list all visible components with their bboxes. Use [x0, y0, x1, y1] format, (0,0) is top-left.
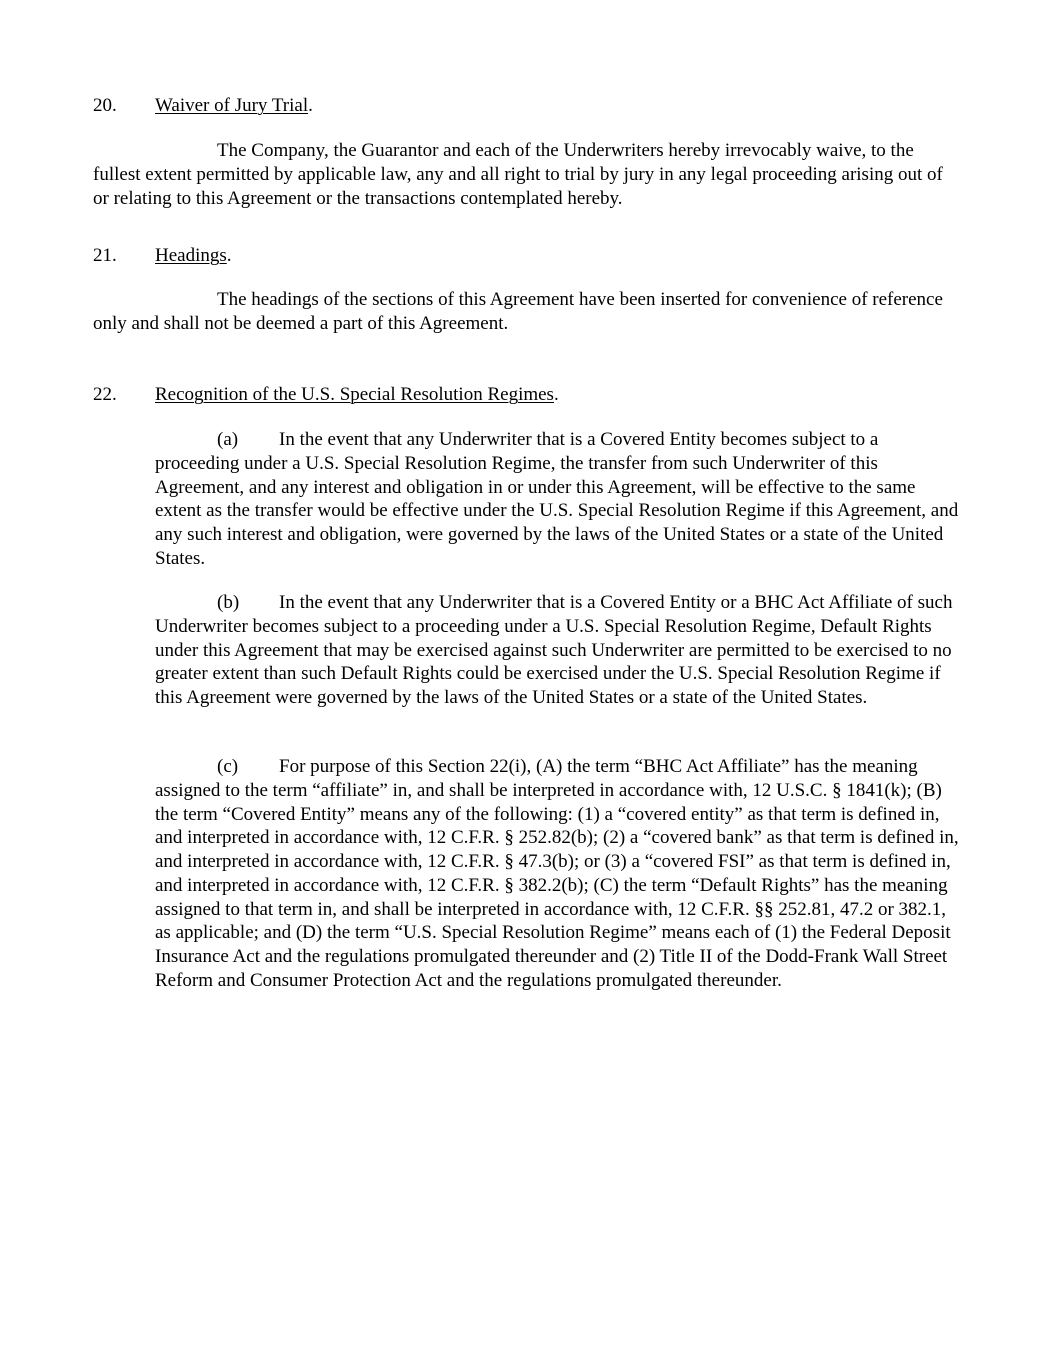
subsection-a — [155, 428, 961, 571]
section-title-suffix: . — [308, 95, 313, 116]
subsection-c — [155, 755, 961, 993]
section-number: 21. — [93, 245, 117, 266]
section-22-heading — [93, 383, 559, 407]
subsection-text: For purpose of this Section 22(i), (A) the term “BHC Act Affiliate” has the meaning assigned to the term “affiliate” in, and shall be interpreted in accordance with, 12 U.S.C. § 1841(k); (B) the term “Covered Entity” means any of the following: (1) a “covered entity” as that term is defined in, and interpreted in accordance with, 12 C.F.R. § 252.82(b); (2) a “covered bank” as that term is defined in, and interpreted in accordance with, 12 C.F.R. § 47.3(b); or (3) a “covered FSI” as that term is defined in, and interpreted in accordance with, 12 C.F.R. § 382.2(b); (C) the term “Default Rights” has the meaning assigned to that term in, and shall be interpreted in accordance with, 12 C.F.R. §§ 252.81, 47.2 or 382.1, as applicable; and (D) the term “U.S. Special Resolution Regime” means each of (1) the Federal Deposit Insurance Act and the regulations promulgated thereunder and (2) Title II of the Dodd-Frank Wall Street Reform and Consumer Protection Act and the regulations promulgated thereunder. — [155, 756, 959, 991]
section-title: Headings — [155, 245, 227, 266]
subsection-label: (b) — [217, 592, 240, 613]
section-20-paragraph: The Company, the Guarantor and each of the Underwriters hereby irrevocably waive, to the fullest extent permitted by applicable law, any and all right to trial by jury in any legal proceeding arising out of or relating to this Agreement or the transactions contemplated hereby. — [93, 140, 943, 209]
section-number: 20. — [93, 95, 117, 116]
section-21-paragraph: The headings of the sections of this Agreement have been inserted for convenience of reference only and shall not be deemed a part of this Agreement. — [93, 289, 943, 334]
subsection-b — [155, 591, 961, 710]
section-title-suffix: . — [553, 384, 559, 405]
section-number: 22. — [93, 384, 117, 405]
section-20-heading — [93, 94, 313, 118]
subsection-text: In the event that any Underwriter that is a Covered Entity becomes subject to a proceeding under a U.S. Special Resolution Regime, the transfer from such Underwriter of this Agreement, and any interest and obligation in or under this Agreement, will be effective to the same extent as the transfer would be effective under the U.S. Special Resolution Regime if this Agreement, and any such interest and obligation, were governed by the laws of the United States or a state of the United States. — [155, 429, 959, 569]
section-21-heading — [93, 244, 232, 268]
section-title: Recognition of the U.S. Special Resolution Regimes — [155, 384, 554, 405]
subsection-text: In the event that any Underwriter that is a Covered Entity or a BHC Act Affiliate of such Underwriter becomes subject to a proceeding under a U.S. Special Resolution Regime, Default Rights under this Agreement that may be exercised against such Underwriter are permitted to be exercised to no greater extent than such Default Rights could be exercised under the U.S. Special Resolution Regime if this Agreement were governed by the laws of the United States or a state of the United States. — [155, 592, 953, 708]
subsection-label: (c) — [217, 756, 239, 777]
subsection-label: (a) — [217, 429, 239, 450]
section-title-suffix: . — [226, 245, 232, 266]
section-title: Waiver of Jury Trial — [155, 95, 309, 116]
